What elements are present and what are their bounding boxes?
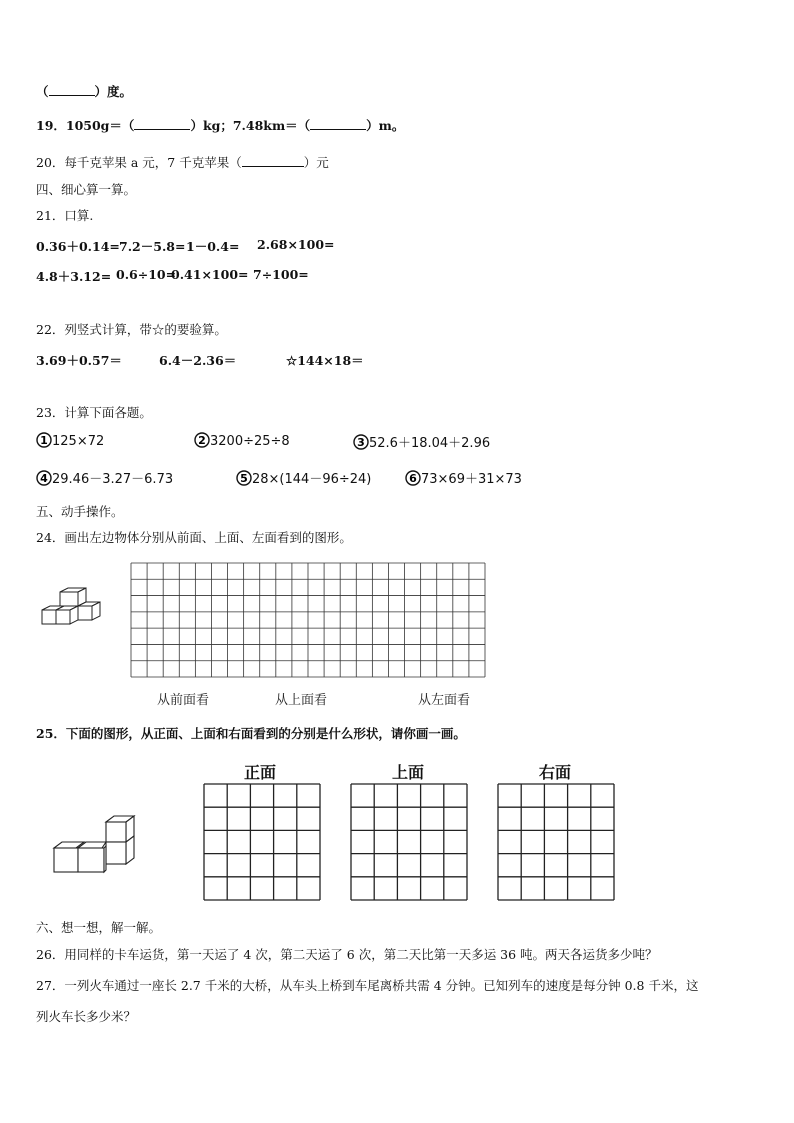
circled-number-icon [353, 434, 369, 450]
q23-expr: 29.46－3.27－6.73 [52, 472, 174, 487]
svg-text:1: 1 [40, 434, 48, 447]
circled-number-icon [36, 470, 52, 486]
q23-item-3 [353, 432, 490, 451]
q20 [36, 153, 329, 171]
q27-line2: 列火车长多少米？ [36, 1009, 137, 1024]
q24-title: 24．画出左边物体分别从前面、上面、左面看到的图形。 [36, 530, 352, 545]
q21-item: 7÷100= [253, 267, 309, 282]
svg-text:6: 6 [409, 472, 417, 485]
q19-blank-kg[interactable] [134, 118, 190, 130]
q18-answer-blank[interactable] [49, 84, 95, 96]
q25-title: 25．下面的图形，从正面、上面和右面看到的分别是什么形状，请你画一画。 [36, 726, 466, 741]
circled-number-icon [236, 470, 252, 486]
q24-caption-left: 从左面看 [418, 693, 471, 708]
q23-item-2 [194, 432, 290, 449]
q24-cube-figure [38, 588, 102, 634]
q21-item: 4.8＋3.12= [36, 269, 112, 284]
q18-paren-open: （ [36, 84, 49, 99]
q23-expr: 125×72 [52, 434, 105, 449]
svg-text:2: 2 [198, 434, 206, 447]
section-6-heading: 六、想一想，解一解。 [36, 920, 162, 935]
q21-item: 7.2－5.8= [119, 239, 186, 254]
q21-title: 21．口算. [36, 208, 94, 223]
q19-blank-m[interactable] [310, 118, 366, 130]
q19 [36, 116, 404, 134]
q26: 26．用同样的卡车运货，第一天运了 4 次，第二天运了 6 次，第二天比第一天多运 36 吨。两天各运货多少吨？ [36, 947, 658, 962]
section-4-heading: 四、细心算一算。 [36, 182, 137, 197]
q20-prefix: 20．每千克苹果 a 元，7 千克苹果（ [36, 155, 242, 170]
circled-number-icon [405, 470, 421, 486]
q24-caption-front: 从前面看 [157, 693, 210, 708]
q25-cube-figure [52, 812, 138, 876]
q20-blank[interactable] [242, 155, 304, 167]
q25-grid-top[interactable] [351, 784, 467, 900]
q19-prefix: 19．1050g＝（ [36, 118, 135, 133]
q22-item: ☆144×18＝ [286, 353, 364, 368]
q27-line1: 27．一列火车通过一座长 2.7 千米的大桥，从车头上桥到车尾离桥共需 4 分钟。已知列车的速度是每分钟 0.8 千米，这 [36, 978, 699, 993]
circled-number-icon [194, 432, 210, 448]
q23-title: 23．计算下面各题。 [36, 405, 152, 420]
q18-paren-close: ）度。 [94, 84, 133, 99]
q25-grid-front[interactable] [204, 784, 320, 900]
q18-tail [36, 82, 132, 100]
q23-expr: 28×(144－96÷24) [252, 472, 372, 487]
q23-item-4 [36, 468, 173, 487]
svg-text:5: 5 [240, 472, 248, 485]
q19-mid: ）kg；7.48km＝（ [190, 118, 311, 133]
q22-item: 6.4－2.36＝ [159, 353, 237, 368]
q22-item: 3.69＋0.57＝ [36, 353, 122, 368]
q21-item: 0.41×100= [171, 267, 249, 282]
q25-caption-top: 上面 [392, 763, 425, 782]
q19-suffix: ）m。 [366, 118, 405, 133]
svg-text:3: 3 [357, 436, 365, 449]
q25-grid-right[interactable] [498, 784, 614, 900]
q23-item-1 [36, 432, 104, 449]
q23-expr: 52.6＋18.04＋2.96 [369, 436, 491, 451]
q23-expr: 3200÷25÷8 [210, 434, 290, 449]
q21-item: 0.36＋0.14= [36, 239, 120, 254]
q24-caption-top: 从上面看 [275, 693, 328, 708]
q24-drawing-grid[interactable] [131, 563, 485, 677]
q23-item-6 [405, 468, 522, 487]
q25-caption-front: 正面 [244, 763, 277, 782]
q21-item: 2.68×100= [257, 237, 335, 252]
circled-number-icon [36, 432, 52, 448]
q25-caption-right: 右面 [539, 763, 572, 782]
svg-text:4: 4 [40, 472, 48, 485]
q20-suffix: ）元 [303, 155, 329, 170]
q21-item: 0.6÷10= [116, 267, 177, 282]
q23-expr: 73×69＋31×73 [421, 472, 522, 487]
q22-title: 22．列竖式计算，带☆的要验算。 [36, 322, 227, 337]
section-5-heading: 五、动手操作。 [36, 504, 124, 519]
q23-item-5 [236, 468, 371, 487]
q21-item: 1－0.4= [186, 239, 240, 254]
